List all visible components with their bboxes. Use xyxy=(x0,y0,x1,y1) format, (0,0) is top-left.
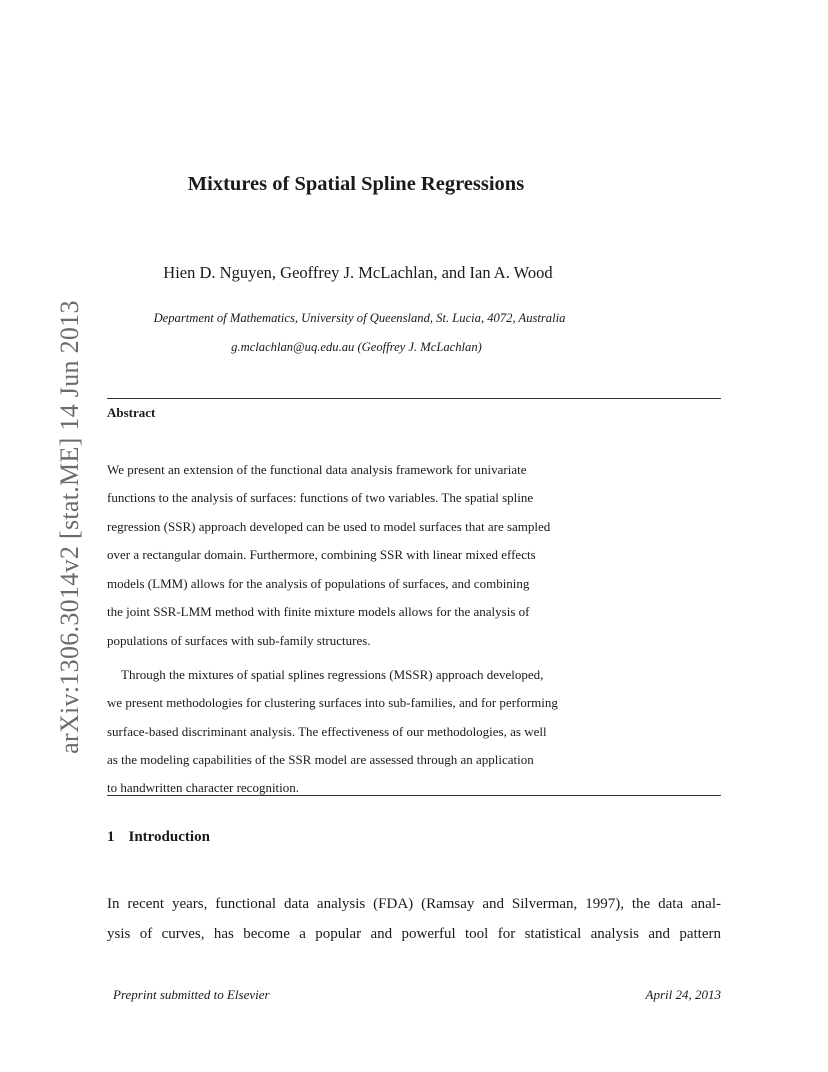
body-line: ysis of curves, has become a popular and powerful tool for statistical analysis and pattern xyxy=(107,926,721,942)
abstract-line: we present methodologies for clustering surfaces into sub-families, and for performing xyxy=(107,695,558,710)
section-title: Introduction xyxy=(128,829,210,845)
body-line: In recent years, functional data analysis (FDA) (Ramsay and Silverman, 1997), the data anal- xyxy=(107,896,721,912)
author-affiliation: Department of Mathematics, University of Queensland, St. Lucia, 4072, Australia xyxy=(153,311,566,325)
paper-title: Mixtures of Spatial Spline Regressions xyxy=(187,173,525,195)
abstract-line: the joint SSR-LMM method with finite mixture models allows for the analysis of xyxy=(107,604,530,619)
author-list: Hien D. Nguyen, Geoffrey J. McLachlan, and Ian A. Wood xyxy=(163,263,553,282)
abstract-heading: Abstract xyxy=(107,405,156,420)
arxiv-identifier-stamp: arXiv:1306.3014v2 [stat.ME] 14 Jun 2013 xyxy=(55,300,84,754)
abstract-bottom-rule xyxy=(107,795,721,796)
abstract-line: regression (SSR) approach developed can be used to model surfaces that are sampled xyxy=(107,519,551,534)
corresponding-email: g.mclachlan@uq.edu.au (Geoffrey J. McLachlan) xyxy=(231,340,482,354)
abstract-line: models (LMM) allows for the analysis of populations of surfaces, and combining xyxy=(107,576,530,591)
abstract-line: over a rectangular domain. Furthermore, combining SSR with linear mixed effects xyxy=(107,547,536,562)
section-heading xyxy=(107,829,210,846)
abstract-top-rule xyxy=(107,398,721,399)
footer-preprint-note: Preprint submitted to Elsevier xyxy=(113,987,270,1002)
abstract-line: Through the mixtures of spatial splines regressions (MSSR) approach developed, xyxy=(121,667,544,682)
abstract-line: populations of surfaces with sub-family structures. xyxy=(107,633,371,648)
abstract-line: functions to the analysis of surfaces: functions of two variables. The spatial spline xyxy=(107,490,534,505)
section-number: 1 xyxy=(107,829,115,845)
footer-date: April 24, 2013 xyxy=(645,987,721,1002)
abstract-line: to handwritten character recognition. xyxy=(107,780,300,795)
abstract-line: We present an extension of the functional data analysis framework for univariate xyxy=(107,462,527,477)
abstract-line: as the modeling capabilities of the SSR model are assessed through an application xyxy=(107,752,534,767)
abstract-line: surface-based discriminant analysis. The effectiveness of our methodologies, as well xyxy=(107,724,547,739)
